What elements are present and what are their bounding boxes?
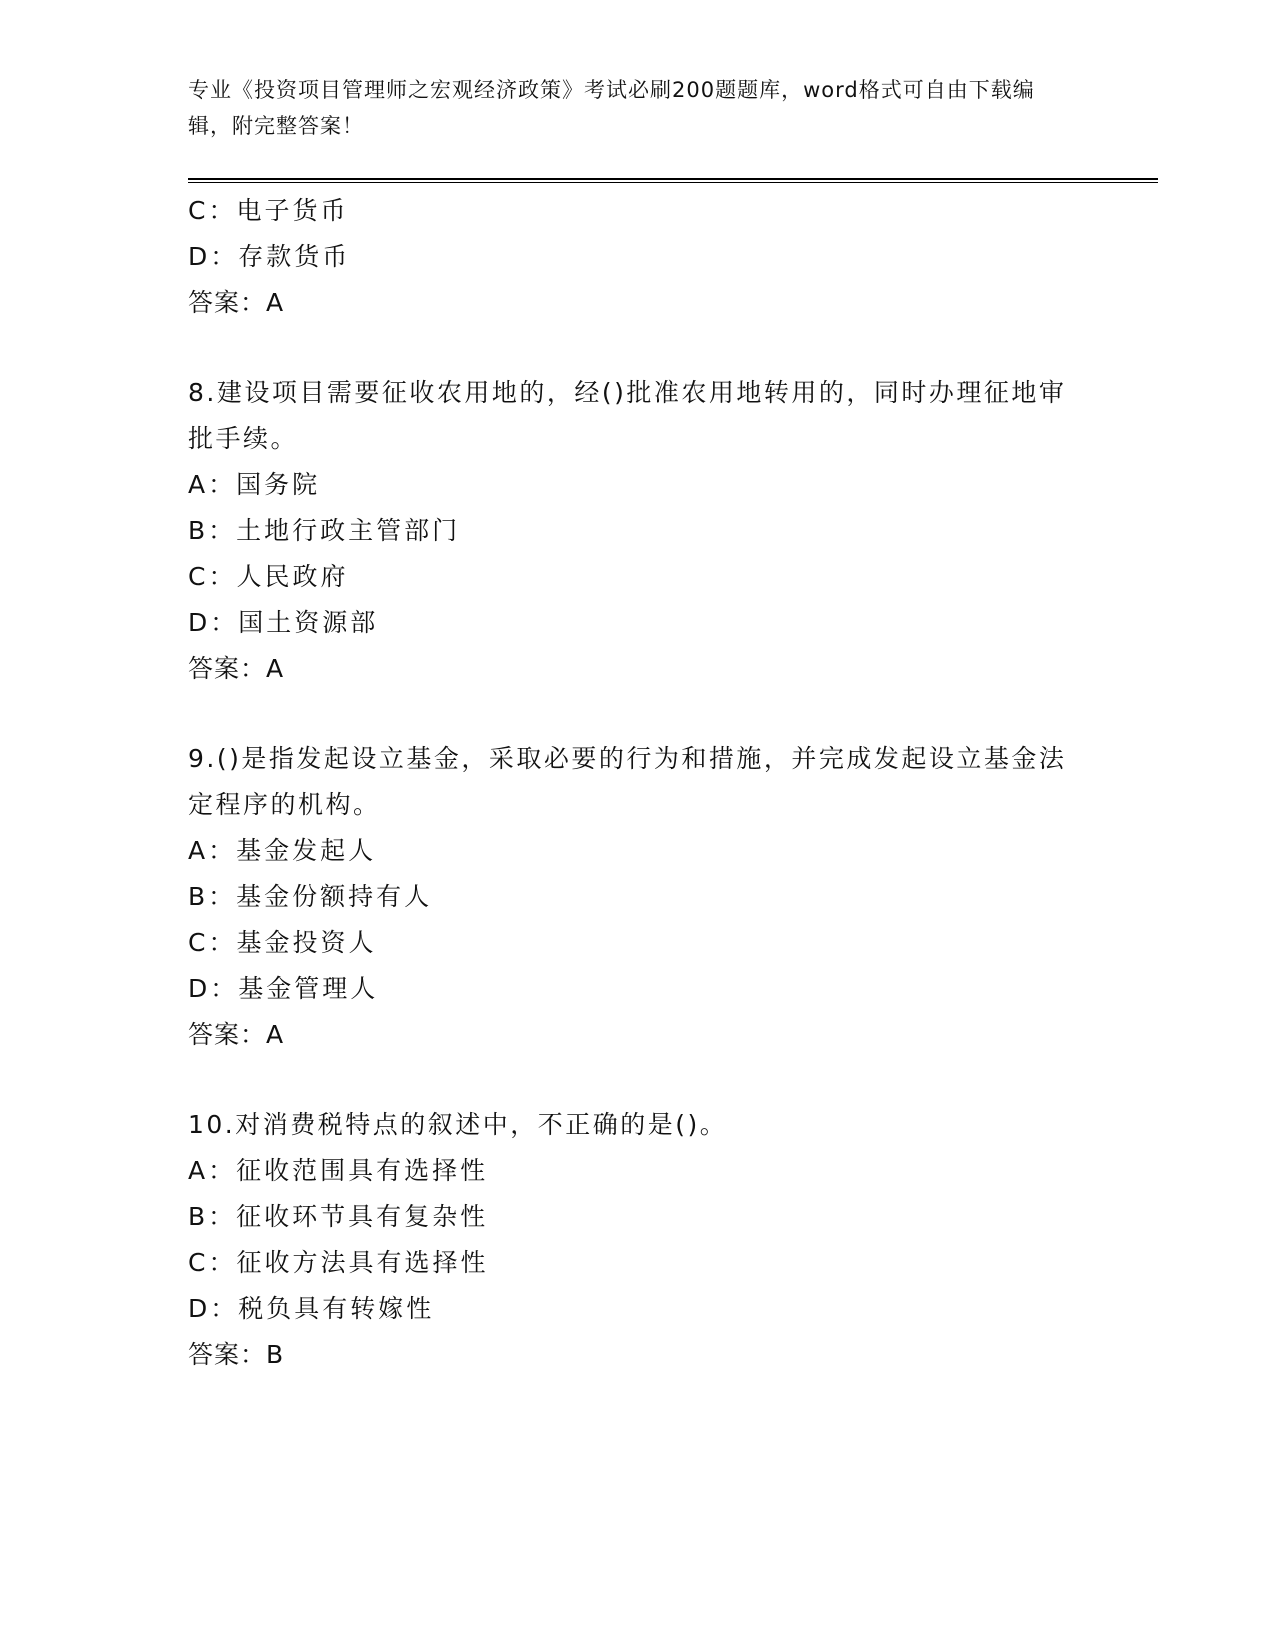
option-a: A：国务院 [188,470,321,499]
option-c: C：电子货币 [188,196,349,225]
option-a: A：征收范围具有选择性 [188,1156,489,1185]
header-divider [188,178,1158,183]
option-d: D：税负具有转嫁性 [188,1294,435,1323]
question-8 [188,370,1088,692]
option-b: B：基金份额持有人 [188,882,433,911]
answer-line: 答案：A [188,288,285,317]
option-b: B：土地行政主管部门 [188,516,461,545]
answer-line: 答案：A [188,1020,285,1049]
option-c: C：征收方法具有选择性 [188,1248,489,1277]
option-a: A：基金发起人 [188,836,377,865]
carryover-block [188,188,1088,326]
option-d: D：国土资源部 [188,608,379,637]
option-b: B：征收环节具有复杂性 [188,1202,489,1231]
answer-line: 答案：B [188,1340,285,1369]
question-stem: 9.()是指发起设立基金，采取必要的行为和措施，并完成发起设立基金法定程序的机构。 [188,744,1067,819]
question-list [188,188,1088,1378]
question-stem: 8.建设项目需要征收农用地的，经()批准农用地转用的，同时办理征地审批手续。 [188,378,1067,453]
question-stem: 10.对消费税特点的叙述中，不正确的是()。 [188,1110,728,1139]
option-c: C：基金投资人 [188,928,377,957]
answer-line: 答案：A [188,654,285,683]
question-9 [188,736,1088,1058]
option-d: D：基金管理人 [188,974,379,1003]
page-header: 专业《投资项目管理师之宏观经济政策》考试必刷200题题库，word格式可自由下载编辑，附完整答案！ [188,78,1035,138]
option-d: D：存款货币 [188,242,351,271]
question-10 [188,1102,1088,1378]
option-c: C：人民政府 [188,562,349,591]
